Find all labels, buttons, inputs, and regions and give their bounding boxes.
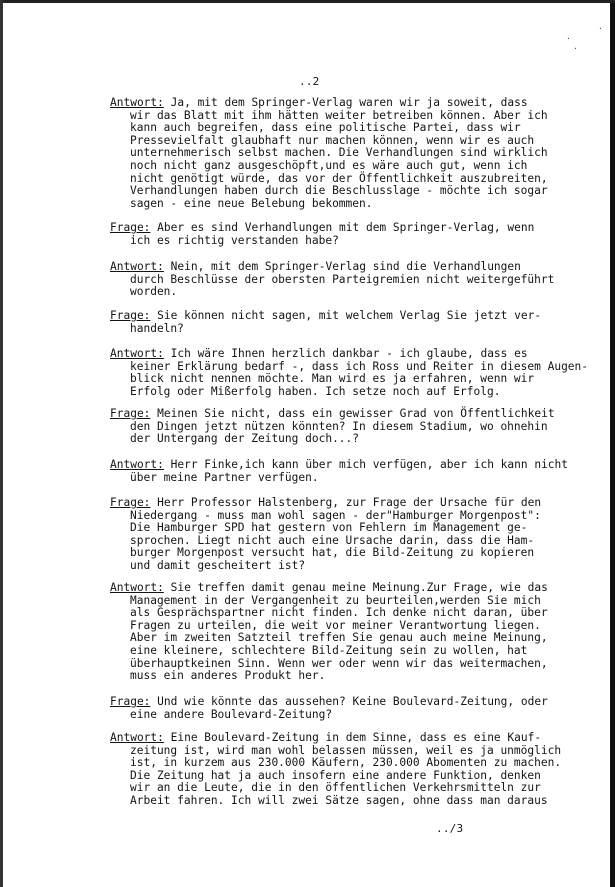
speaker-label: Frage:	[110, 695, 151, 708]
line-text: Ja, mit dem Springer-Verlag waren wir ja soweit, dass	[163, 96, 528, 109]
transcript-line	[110, 459, 606, 472]
transcript-line: burger Morgenpost versucht hat, die Bild-Zeitung zu kopieren	[130, 546, 535, 560]
transcript-line: über meine Partner verfügen.	[130, 470, 319, 484]
answer-block	[110, 459, 606, 484]
transcript-line: als Gesprächspartner nicht finden. Ich denke nicht daran, über	[130, 606, 548, 620]
transcript-line: der Untergang der Zeitung doch...?	[130, 432, 360, 446]
answer-block	[110, 732, 606, 808]
transcript-line	[110, 582, 606, 595]
speaker-label: Frage:	[110, 309, 151, 322]
transcript-line: blick nicht nennen möchte. Man wird es ja erfahren, wenn wir	[130, 372, 535, 386]
answer-block	[110, 582, 606, 683]
scan-edge-top	[0, 0, 615, 3]
scan-edge-left	[0, 0, 3, 887]
transcript-line: noch nicht ganz ausgeschöpft,und es wäre auch gut, wenn ich	[130, 158, 528, 172]
transcript-line	[110, 497, 606, 510]
transcript-line	[110, 310, 606, 323]
question-block	[110, 222, 606, 247]
transcript-line: ist, in kurzem aus 230.000 Käufern, 230.000 Abomenten zu machen.	[130, 756, 562, 770]
transcript-line	[110, 348, 606, 361]
answer-block	[110, 261, 606, 299]
speaker-label: Frage:	[110, 221, 151, 234]
line-text: Sie treffen damit genau meine Meinung.Zur Frage, wie das	[163, 581, 548, 594]
transcript-line: eine andere Boulevard-Zeitung?	[130, 707, 333, 721]
speaker-label: Antwort:	[110, 260, 164, 273]
line-text: Nein, mit dem Springer-Verlag sind die Verhandlungen	[163, 260, 521, 273]
transcript-line: keiner Erklärung bedarf -, dass ich Ross und Reiter in diesem Augen-	[130, 359, 589, 373]
transcript-line	[110, 97, 606, 110]
transcript-line: überhauptkeinen Sinn. Wenn wer oder wenn wir das weitermachen,	[130, 656, 548, 670]
line-text: Eine Boulevard-Zeitung in dem Sinne, dass es eine Kauf-	[163, 731, 542, 744]
transcript-line	[110, 222, 606, 235]
transcript-line: unternehmerisch selbst machen. Die Verhandlungen sind wirklich	[130, 146, 548, 160]
page-header-number: ..2	[299, 75, 320, 88]
line-text: Sie können nicht sagen, mit welchem Verlag Sie jetzt ver-	[150, 309, 542, 322]
transcript-line	[110, 696, 606, 709]
transcript-line: eine kleinere, schlechtere Bild-Zeitung sein zu wollen, hat	[130, 643, 528, 657]
scan-speck: ·	[566, 34, 571, 43]
page-footer-number: ../3	[436, 822, 464, 835]
transcript-line: Fragen zu urteilen, die weit vor meiner Verantwortung liegen.	[130, 618, 541, 632]
transcript-line: Die Hamburger SPD hat gestern von Fehlern im Management ge-	[130, 521, 528, 535]
transcript-line: Die Zeitung hat ja auch insofern eine andere Funktion, denken	[130, 768, 541, 782]
transcript-line	[110, 732, 606, 745]
line-text: Und wie könnte das aussehen? Keine Boulevard-Zeitung, oder	[150, 695, 548, 708]
question-block	[110, 310, 606, 335]
speaker-label: Antwort:	[110, 458, 164, 471]
transcript-line: durch Beschlüsse der obersten Parteigremien nicht weitergeführt	[130, 272, 555, 286]
transcript-line: Pressevielfalt glaubhaft nur machen können, wenn wir es auch	[130, 133, 535, 147]
transcript-line: kann auch begreifen, dass eine politische Partei, dass wir	[130, 121, 521, 135]
transcript-line: wir an die Leute, die in den öffentlichen Verkehrsmitteln zur	[130, 781, 541, 795]
scan-speck: ·	[573, 44, 578, 53]
transcript-line: handeln?	[130, 321, 184, 335]
transcript-line: Erfolg oder Mißerfolg haben. Ich setze noch auf Erfolg.	[130, 384, 501, 398]
transcript-line: und damit gescheitert ist?	[130, 558, 306, 572]
line-text: Herr Professor Halstenberg, zur Frage der Ursache für den	[150, 496, 542, 509]
speaker-label: Frage:	[110, 407, 151, 420]
transcript-line: zeitung ist, wird man wohl belassen müssen, weil es ja unmöglich	[130, 743, 562, 757]
transcript-line	[110, 261, 606, 274]
question-block	[110, 696, 606, 721]
transcript-line: Verhandlungen haben durch die Beschlusslage - möchte ich sogar	[130, 184, 548, 198]
transcript-line: Aber im zweiten Satzteil treffen Sie genau auch meine Meinung,	[130, 631, 548, 645]
speaker-label: Antwort:	[110, 731, 164, 744]
transcript-line: Niedergang - muss man wohl sagen - der"Hamburger Morgenpost":	[130, 508, 541, 522]
speaker-label: Frage:	[110, 496, 151, 509]
question-block	[110, 497, 606, 573]
transcript-line: Management in der Vergangenheit zu beurteilen,werden Sie mich	[130, 593, 541, 607]
transcript-line: wir das Blatt mit ihm hätten weiter betreiben können. Aber ich	[130, 108, 548, 122]
answer-block	[110, 97, 606, 210]
transcript-line: Arbeit fahren. Ich will zwei Sätze sagen, ohne dass man daraus	[130, 793, 548, 807]
transcript-line: nicht genötigt würde, das vor der Öffentlichkeit auszubreiten,	[130, 171, 548, 185]
speaker-label: Antwort:	[110, 581, 164, 594]
answer-block	[110, 348, 606, 398]
transcript-line: ich es richtig verstanden habe?	[130, 233, 339, 247]
speaker-label: Antwort:	[110, 347, 164, 360]
line-text: Ich wäre Ihnen herzlich dankbar - ich glaube, dass es	[163, 347, 528, 360]
transcript-line	[110, 408, 606, 421]
line-text: Aber es sind Verhandlungen mit dem Springer-Verlag, wenn	[150, 221, 535, 234]
line-text: Herr Finke,ich kann über mich verfügen, aber ich kann nicht	[163, 458, 569, 471]
transcript-line: muss ein anderes Produkt her.	[130, 669, 326, 683]
transcript-line: worden.	[130, 285, 178, 299]
transcript-line: sprochen. Liegt nicht auch eine Ursache darin, dass die Ham-	[130, 533, 535, 547]
question-block	[110, 408, 606, 446]
transcript-line: den Dingen jetzt nützen könnten? In diesem Stadium, wo ohnehin	[130, 419, 548, 433]
speaker-label: Antwort:	[110, 96, 164, 109]
line-text: Meinen Sie nicht, dass ein gewisser Grad von Öffentlichkeit	[150, 407, 555, 420]
scan-speck: ·	[598, 24, 603, 33]
transcript-line: sagen - eine neue Belebung bekommen.	[130, 196, 373, 210]
